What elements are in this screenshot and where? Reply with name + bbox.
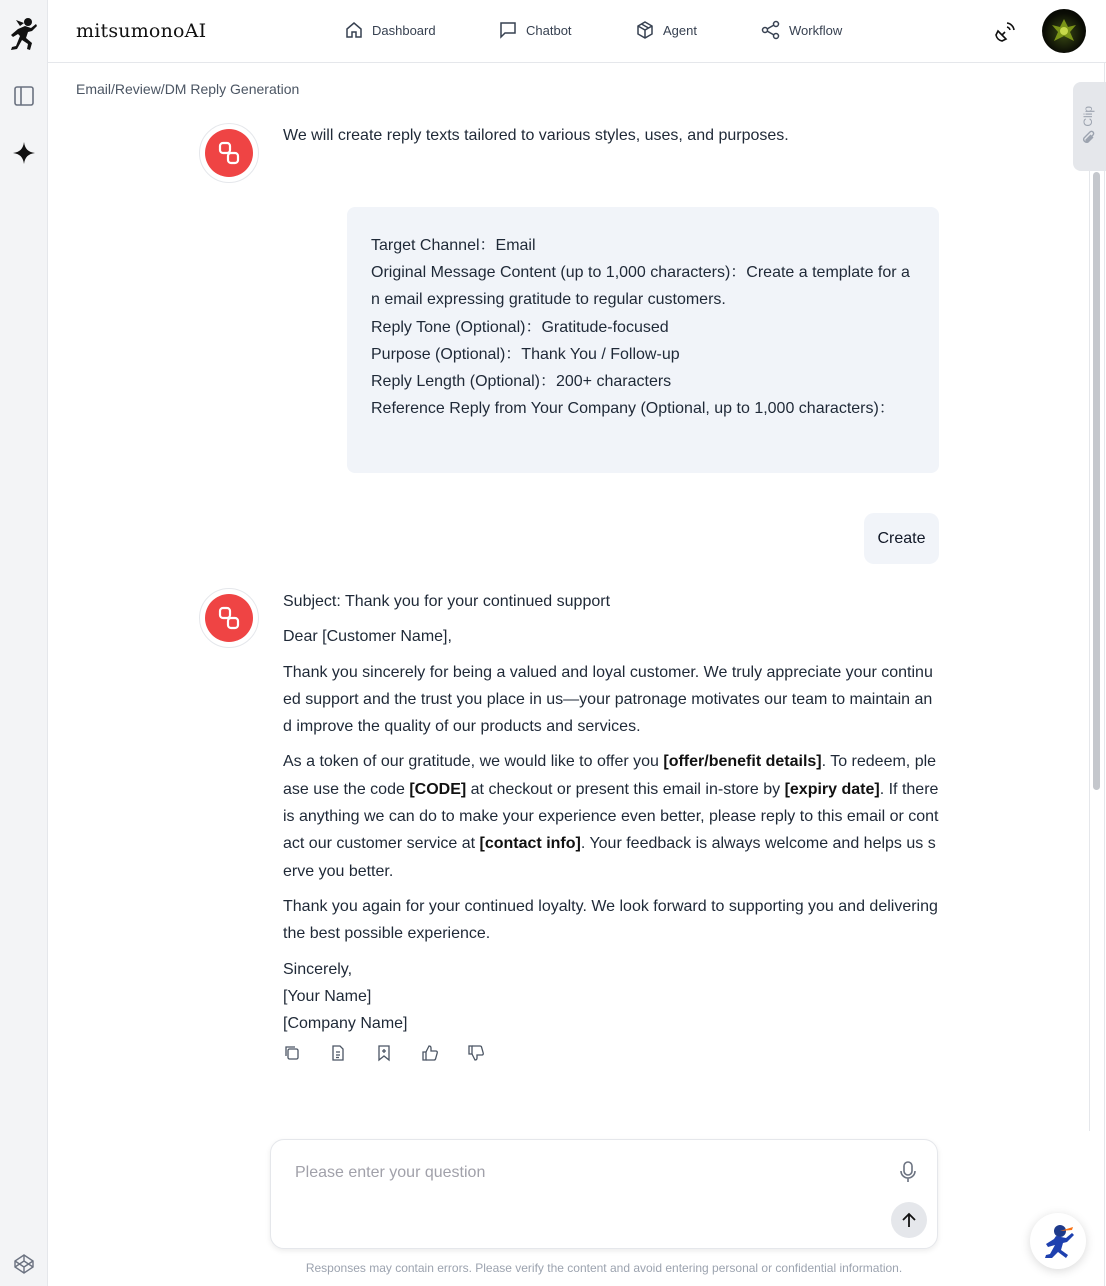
breadcrumb: Email/Review/DM Reply Generation	[76, 81, 300, 97]
reply-subject: Subject: Thank you for your continued support	[283, 593, 611, 610]
home-icon	[344, 20, 364, 40]
nav-workflow-label: Workflow	[789, 22, 843, 38]
document-icon[interactable]	[329, 1044, 347, 1062]
disclaimer-text: Responses may contain errors. Please verify the content and avoid entering personal or confidential information.	[305, 1261, 903, 1275]
nav-dashboard-label: Dashboard	[372, 22, 436, 38]
microphone-icon[interactable]	[898, 1160, 918, 1184]
bot-intro-message: We will create reply texts tailored to various styles, uses, and purposes.	[283, 127, 789, 144]
nav-chatbot[interactable]	[498, 20, 572, 40]
reply-paragraph-2	[283, 748, 939, 884]
form-reference-reply: Reference Reply from Your Company (Optional, up to 1,000 characters)：	[371, 400, 895, 418]
reply-paragraph-1: Thank you sincerely for being a valued and loyal customer. We truly appreciate your continued support and the trust you place in us—your patronage motivates our team to maintain and improve the quality of our products and services.	[283, 663, 933, 736]
reply-text: at checkout or present this email in-store by	[466, 780, 785, 798]
nav-dashboard[interactable]	[344, 20, 436, 40]
nav-workflow[interactable]	[761, 20, 842, 40]
reply-placeholder-offer: [offer/benefit details]	[663, 753, 822, 771]
ninja-logo-icon[interactable]	[8, 16, 40, 54]
bot-link-icon	[214, 603, 244, 633]
left-rail	[0, 0, 48, 1286]
edge-divider	[1104, 62, 1105, 1286]
reply-greeting: Dear [Customer Name],	[283, 628, 452, 646]
cube-icon	[635, 20, 655, 40]
clip-label: Clip	[1081, 106, 1095, 127]
chat-icon	[498, 20, 518, 40]
reply-placeholder-code: [CODE]	[409, 780, 467, 798]
message-actions	[283, 1044, 485, 1062]
paperclip-icon	[1081, 130, 1097, 146]
sidebar-toggle-icon[interactable]	[10, 82, 38, 110]
nav-agent-label: Agent	[663, 22, 697, 38]
user-avatar[interactable]	[1042, 9, 1086, 53]
copy-icon[interactable]	[283, 1044, 301, 1062]
scrollbar-thumb[interactable]	[1093, 172, 1100, 790]
question-input[interactable]	[295, 1160, 885, 1186]
user-message-card	[347, 207, 939, 473]
brand-name: mitsumonoAI	[76, 20, 207, 42]
send-button[interactable]	[891, 1202, 927, 1238]
form-original-message: Original Message Content (up to 1,000 characters)：Create a template for an email expressing gratitude to regular customers.	[371, 264, 910, 309]
share-nodes-icon	[761, 20, 781, 40]
codepen-icon[interactable]	[10, 1250, 38, 1278]
bot-link-icon	[214, 138, 244, 168]
reply-signature-name: [Your Name]	[283, 987, 372, 1005]
clip-tab[interactable]	[1073, 82, 1106, 171]
nav-agent[interactable]	[635, 20, 697, 40]
sparkle-icon[interactable]	[10, 139, 38, 167]
nav-chatbot-label: Chatbot	[526, 22, 572, 38]
ninja-helper-button[interactable]	[1030, 1213, 1086, 1269]
form-reply-tone: Reply Tone (Optional)：Gratitude-focused	[371, 318, 669, 336]
reply-text: . Your feedback is always welcome and helps us serve you better.	[283, 835, 936, 880]
satellite-icon[interactable]	[992, 19, 1018, 45]
chat-input-box	[270, 1139, 938, 1249]
reply-signature-company: [Company Name]	[283, 1015, 408, 1033]
bot-avatar	[199, 588, 259, 648]
bookmark-icon[interactable]	[375, 1044, 393, 1062]
reply-placeholder-contact: [contact info]	[479, 835, 581, 853]
reply-paragraph-3: Thank you again for your continued loyalty. We look forward to supporting you and delivering the best possible experience.	[283, 897, 938, 943]
form-target-channel: Target Channel：Email	[371, 237, 536, 254]
reply-closing: Sincerely,	[283, 960, 353, 978]
bot-reply-message	[283, 588, 939, 1037]
form-reply-length: Reply Length (Optional)：200+ characters	[371, 373, 672, 391]
thumbs-up-icon[interactable]	[421, 1044, 439, 1062]
arrow-up-icon	[900, 1211, 918, 1229]
top-header	[48, 0, 1106, 63]
reply-text: . If there is anything we can do to make your experience even better, please reply to this email or contact our customer service at	[283, 780, 939, 853]
reply-text: As a token of our gratitude, we would like to offer you	[283, 753, 664, 771]
bot-avatar	[199, 123, 259, 183]
reply-text: . To redeem, please use the code	[283, 753, 937, 798]
thumbs-down-icon[interactable]	[467, 1044, 485, 1062]
ninja-mascot-icon	[1038, 1221, 1078, 1261]
user-create-message: Create	[864, 513, 939, 564]
form-purpose: Purpose (Optional)：Thank You / Follow-up	[371, 345, 680, 363]
reply-placeholder-expiry: [expiry date]	[784, 780, 880, 798]
